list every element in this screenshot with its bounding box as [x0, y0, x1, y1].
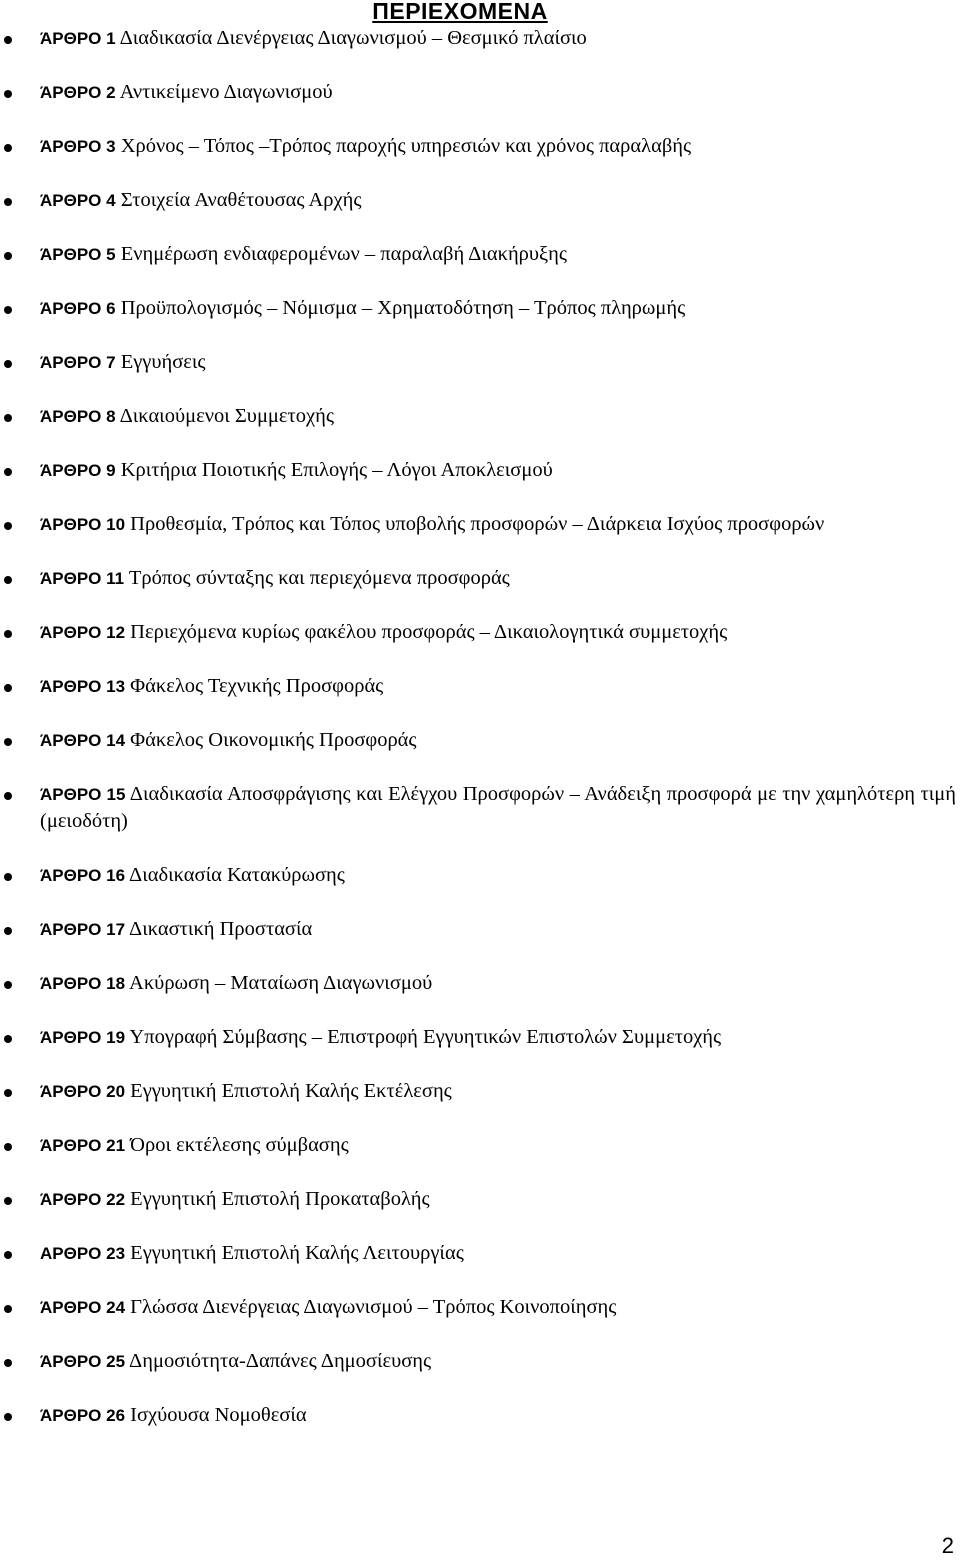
article-title: Κριτήρια Ποιοτικής Επιλογής – Λόγοι Αποκλεισμού [120, 459, 553, 481]
bullet-icon [4, 306, 12, 314]
article-number: ΆΡΘΡΟ 14 [40, 731, 126, 750]
toc-item-1 [0, 25, 960, 52]
bullet-icon [4, 360, 12, 368]
bullet-icon [4, 1305, 12, 1313]
bullet-icon [4, 738, 12, 746]
toc-item-23 [0, 1240, 960, 1267]
article-title: Υπογραφή Σύμβασης – Επιστροφή Εγγυητικών Επιστολών Συμμετοχής [129, 1026, 722, 1048]
toc-item-2 [0, 79, 960, 106]
article-title: Δημοσιότητα-Δαπάνες Δημοσίευσης [129, 1350, 432, 1372]
article-number: ΆΡΘΡΟ 4 [40, 191, 116, 210]
article-title: Εγγυητική Επιστολή Καλής Λειτουργίας [130, 1242, 464, 1264]
toc-item-6 [0, 295, 960, 322]
bullet-icon [4, 414, 12, 422]
article-title: Δικαστική Προστασία [129, 918, 313, 940]
article-number: ΆΡΘΡΟ 21 [40, 1136, 126, 1155]
article-title: Ακύρωση – Ματαίωση Διαγωνισμού [129, 972, 433, 994]
article-number: ΆΡΘΡΟ 17 [40, 920, 126, 939]
article-number: ΆΡΘΡΟ 22 [40, 1190, 126, 1209]
bullet-icon [4, 144, 12, 152]
toc-item-26 [0, 1402, 960, 1429]
article-title: Εγγυητική Επιστολή Καλής Εκτέλεσης [130, 1080, 452, 1102]
article-number: ΑΡΘΡΟ 23 [40, 1244, 126, 1263]
toc-item-10 [0, 511, 960, 538]
bullet-icon [4, 981, 12, 989]
bullet-icon [4, 522, 12, 530]
article-number: ΆΡΘΡΟ 5 [40, 245, 116, 264]
article-number: ΆΡΘΡΟ 15 [40, 785, 126, 804]
article-number: ΆΡΘΡΟ 20 [40, 1082, 126, 1101]
article-number: ΆΡΘΡΟ 25 [40, 1352, 126, 1371]
bullet-icon [4, 1089, 12, 1097]
article-title: Φάκελος Οικονομικής Προσφοράς [130, 729, 417, 751]
bullet-icon [4, 1143, 12, 1151]
toc-item-21 [0, 1132, 960, 1159]
article-number: ΆΡΘΡΟ 24 [40, 1298, 126, 1317]
article-title: Όροι εκτέλεσης σύμβασης [130, 1134, 349, 1156]
toc-item-12 [0, 619, 960, 646]
article-title: Εγγυητική Επιστολή Προκαταβολής [130, 1188, 430, 1210]
toc-item-18 [0, 970, 960, 997]
toc-item-8 [0, 403, 960, 430]
bullet-icon [4, 90, 12, 98]
toc-item-22 [0, 1186, 960, 1213]
article-number: ΆΡΘΡΟ 1 [40, 29, 116, 48]
article-number: ΆΡΘΡΟ 10 [40, 515, 126, 534]
bullet-icon [4, 198, 12, 206]
article-number: ΆΡΘΡΟ 16 [40, 866, 126, 885]
article-title: Στοιχεία Αναθέτουσας Αρχής [120, 189, 362, 211]
article-title: Δικαιούμενοι Συμμετοχής [119, 405, 334, 427]
toc-item-25 [0, 1348, 960, 1375]
article-title: Διαδικασία Αποσφράγισης και Ελέγχου Προσφορών – Ανάδειξη προσφορά με την χαμηλότερη τιμή (μειοδότη) [40, 783, 956, 832]
article-title: Προθεσμία, Τρόπος και Τόπος υποβολής προσφορών – Διάρκεια Ισχύος προσφορών [130, 513, 825, 535]
article-number: ΆΡΘΡΟ 3 [40, 137, 116, 156]
article-title: Τρόπος σύνταξης και περιεχόμενα προσφοράς [128, 567, 510, 589]
toc-item-17 [0, 916, 960, 943]
toc-item-20 [0, 1078, 960, 1105]
article-number: ΆΡΘΡΟ 7 [40, 353, 116, 372]
page-title: ΠΕΡΙΕΧΟΜΕΝΑ [372, 0, 548, 24]
article-title: Φάκελος Τεχνικής Προσφοράς [130, 675, 384, 697]
article-title: Ενημέρωση ενδιαφερομένων – παραλαβή Διακήρυξης [120, 243, 568, 265]
toc-item-19 [0, 1024, 960, 1051]
article-number: ΆΡΘΡΟ 6 [40, 299, 116, 318]
toc-item-4 [0, 187, 960, 214]
article-number: ΆΡΘΡΟ 19 [40, 1028, 126, 1047]
bullet-icon [4, 684, 12, 692]
toc-item-7 [0, 349, 960, 376]
bullet-icon [4, 576, 12, 584]
table-of-contents [0, 25, 960, 1456]
article-title: Αντικείμενο Διαγωνισμού [119, 81, 333, 103]
article-title: Διαδικασία Διενέργειας Διαγωνισμού – Θεσμικό πλαίσιο [119, 27, 587, 49]
toc-item-24 [0, 1294, 960, 1321]
toc-item-14 [0, 727, 960, 754]
article-number: ΆΡΘΡΟ 12 [40, 623, 126, 642]
bullet-icon [4, 1413, 12, 1421]
toc-item-11 [0, 565, 960, 592]
toc-item-15 [0, 781, 960, 835]
bullet-icon [4, 927, 12, 935]
toc-item-3 [0, 133, 960, 160]
article-number: ΆΡΘΡΟ 13 [40, 677, 126, 696]
bullet-icon [4, 468, 12, 476]
bullet-icon [4, 1035, 12, 1043]
article-title: Χρόνος – Τόπος –Τρόπος παροχής υπηρεσιών και χρόνος παραλαβής [120, 135, 692, 157]
article-title: Περιεχόμενα κυρίως φακέλου προσφοράς – Δικαιολογητικά συμμετοχής [130, 621, 728, 643]
bullet-icon [4, 792, 12, 800]
toc-item-9 [0, 457, 960, 484]
bullet-icon [4, 873, 12, 881]
article-title: Ισχύουσα Νομοθεσία [130, 1404, 307, 1426]
article-title: Προϋπολογισμός – Νόμισμα – Χρηματοδότηση – Τρόπος πληρωμής [120, 297, 686, 319]
page-number: 2 [941, 1533, 954, 1558]
bullet-icon [4, 1197, 12, 1205]
article-number: ΆΡΘΡΟ 18 [40, 974, 126, 993]
article-number: ΆΡΘΡΟ 2 [40, 83, 116, 102]
bullet-icon [4, 36, 12, 44]
article-title: Διαδικασία Κατακύρωσης [129, 864, 345, 886]
bullet-icon [4, 630, 12, 638]
article-title: Γλώσσα Διενέργειας Διαγωνισμού – Τρόπος Κοινοποίησης [130, 1296, 617, 1318]
article-number: ΆΡΘΡΟ 8 [40, 407, 116, 426]
article-title: Εγγυήσεις [120, 351, 206, 373]
toc-item-13 [0, 673, 960, 700]
bullet-icon [4, 252, 12, 260]
bullet-icon [4, 1359, 12, 1367]
bullet-icon [4, 1251, 12, 1259]
toc-item-16 [0, 862, 960, 889]
article-number: ΆΡΘΡΟ 11 [40, 569, 125, 588]
toc-item-5 [0, 241, 960, 268]
article-number: ΆΡΘΡΟ 9 [40, 461, 116, 480]
article-number: ΆΡΘΡΟ 26 [40, 1406, 126, 1425]
